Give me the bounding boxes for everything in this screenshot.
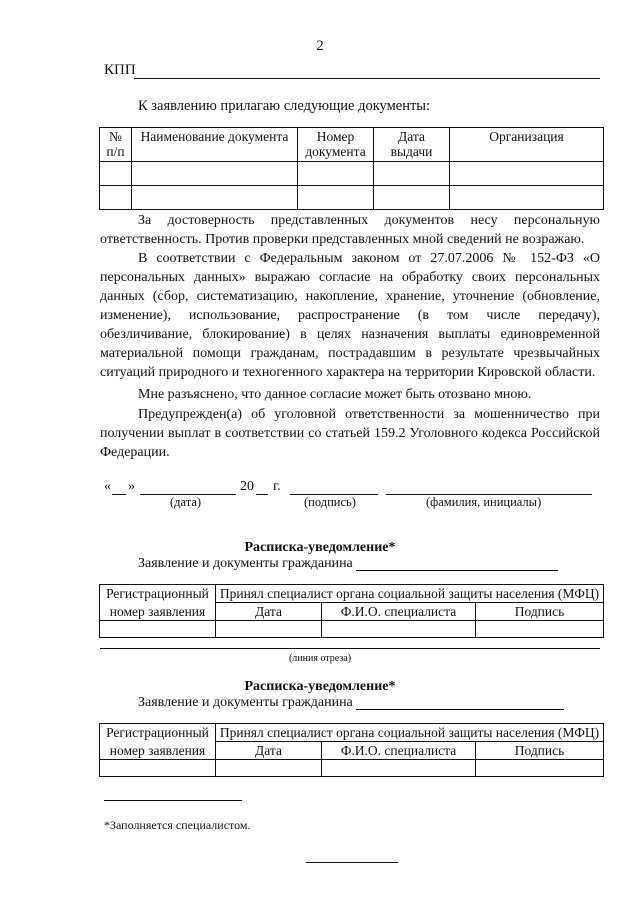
table-cell [322, 621, 476, 638]
table-row [100, 724, 604, 742]
table-cell [132, 186, 298, 210]
caption-date: (дата) [170, 495, 202, 509]
table-cell [476, 760, 604, 777]
cut-line [100, 648, 600, 649]
col-organization: Организация [450, 128, 604, 162]
col-reg-number: Регистрационный [100, 585, 216, 603]
year-field-line [256, 494, 268, 495]
table-cell [298, 186, 374, 210]
col-signature: Подпись [476, 742, 604, 760]
warning-paragraph: Предупрежден(а) об уголовной ответственности за мошенничество при получении выплат в соответствии со статьей 159.2 Уголовного кодекса Российской Федерации. [100, 407, 600, 460]
citizen-name-line-1 [356, 570, 558, 571]
table-cell [298, 162, 374, 186]
footnote: *Заполняется специалистом. [104, 818, 251, 832]
col-date: Дата [216, 603, 322, 621]
year-prefix: 20 [240, 479, 254, 494]
quote-close: » [128, 479, 135, 494]
receipt-table-1 [99, 584, 604, 638]
receipt-subtitle-1 [138, 556, 353, 572]
table-row [100, 742, 604, 760]
table-row [100, 760, 604, 777]
table-row [100, 162, 604, 186]
col-signature: Подпись [476, 603, 604, 621]
cut-line-label: (линия отреза) [288, 653, 352, 664]
col-reg-number-2: номер заявления [100, 603, 216, 621]
caption-signature: (подпись) [304, 495, 356, 509]
footnote-separator [104, 800, 242, 801]
kpp-label: КПП [104, 62, 136, 78]
citizen-name-line-2 [356, 709, 564, 710]
day-field-line [112, 494, 126, 495]
col-date: Дата [216, 742, 322, 760]
receipt-subtitle-text: Заявление и документы гражданина [138, 695, 353, 710]
table-row [100, 603, 604, 621]
page-number: 2 [316, 38, 324, 54]
col-document-name: Наименование документа [132, 128, 298, 162]
table-cell [322, 760, 476, 777]
col-issue-date: Дата выдачи [374, 128, 450, 162]
table-cell [132, 162, 298, 186]
table-cell [100, 186, 132, 210]
table-cell [216, 621, 322, 638]
receipt-subtitle-text: Заявление и документы гражданина [138, 556, 353, 571]
table-row [100, 621, 604, 638]
bottom-rule [306, 862, 398, 863]
col-specialist-fio: Ф.И.О. специалиста [322, 742, 476, 760]
quote-open: « [104, 479, 111, 494]
receipt-title-2: Расписка-уведомление* [244, 679, 396, 694]
col-accepted-by: Принял специалист органа социальной защиты населения (МФЦ) [216, 724, 604, 742]
col-reg-number-2: номер заявления [100, 742, 216, 760]
attach-heading: К заявлению прилагаю следующие документы: [138, 98, 431, 114]
documents-table-header [100, 128, 604, 162]
table-cell [476, 621, 604, 638]
receipt-table-2 [99, 723, 604, 777]
year-suffix: г. [273, 479, 281, 494]
table-cell [374, 162, 450, 186]
receipt-title-1: Расписка-уведомление* [244, 540, 396, 555]
table-cell [100, 760, 216, 777]
col-number-pp: № п/п [100, 128, 132, 162]
table-row [100, 186, 604, 210]
caption-name: (фамилия, инициалы) [426, 495, 542, 509]
table-cell [450, 186, 604, 210]
kpp-field-line [134, 78, 600, 79]
table-cell [100, 621, 216, 638]
table-cell [450, 162, 604, 186]
table-row [100, 585, 604, 603]
table-cell [216, 760, 322, 777]
col-reg-number: Регистрационный [100, 724, 216, 742]
table-cell [374, 186, 450, 210]
responsibility-paragraph: За достоверность представленных документов несу персональную ответственность. Против проверки представленных мной сведений не возражаю. [100, 213, 600, 247]
col-accepted-by: Принял специалист органа социальной защиты населения (МФЦ) [216, 585, 604, 603]
col-specialist-fio: Ф.И.О. специалиста [322, 603, 476, 621]
receipt-subtitle-2 [138, 695, 353, 711]
documents-table [99, 127, 604, 210]
consent-paragraph: В соответствии с Федеральным законом от 27.07.2006 № 152-ФЗ «О персональных данных» выражаю согласие на обработку своих персональных данных (сбор, систематизацию, накопление, хранение, уточнение (обновление, изменение), использование, распространение (в том числе передачу), обезличивание, блокирование) в целях назначения выплаты единовременной материальной помощи гражданам, пострадавшим в результате чрезвычайных ситуаций природного и техногенного характера на территории Кировской области. [100, 251, 600, 380]
table-cell [100, 162, 132, 186]
revoke-paragraph: Мне разъяснено, что данное согласие может быть отозвано мною. [138, 387, 532, 402]
col-document-number: Номер документа [298, 128, 374, 162]
